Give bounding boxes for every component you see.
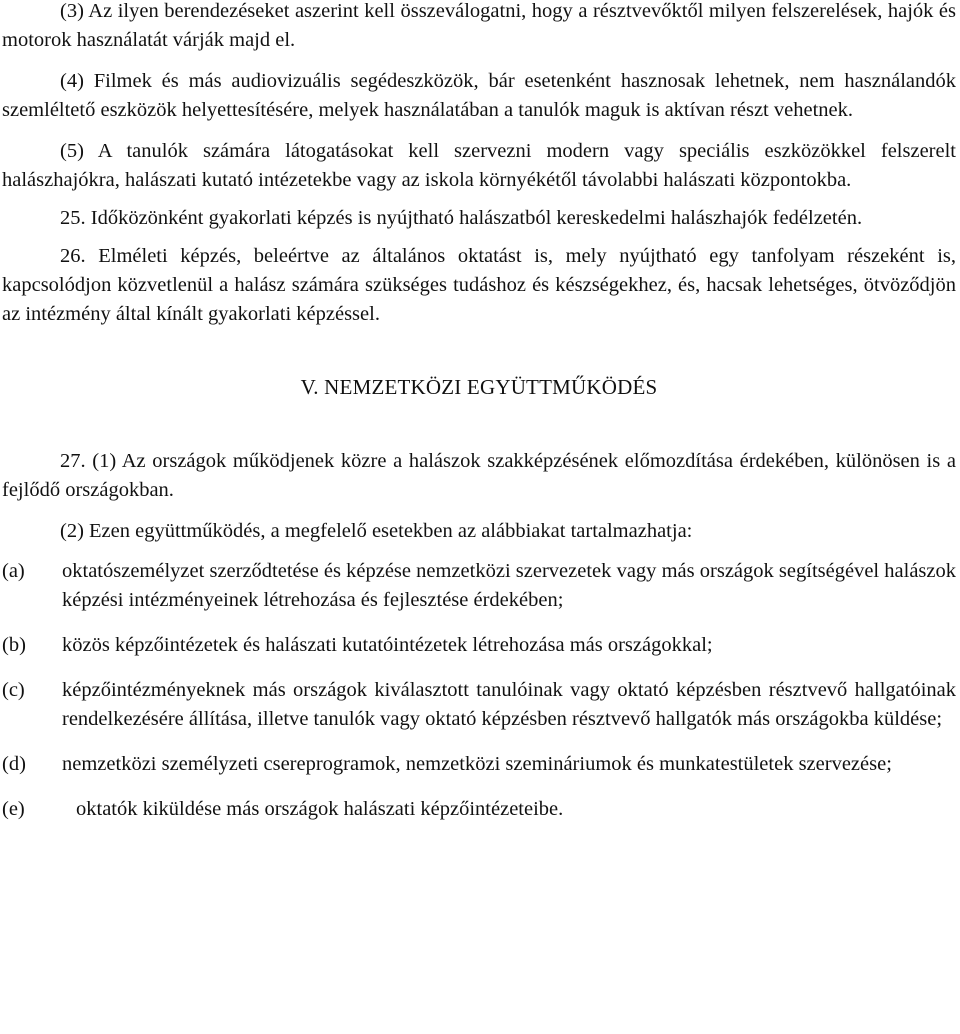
list-item-text: képzőintézményeknek más országok kiválasztott tanulóinak vagy oktató képzésben résztvevő hallgatóinak rendelkezésére állítása, illetve tanulók vagy oktató képzésben résztvevő hallgatók más országokba küldése;: [62, 679, 956, 730]
list-item-a: [2, 557, 956, 615]
list-item-c: [2, 676, 956, 734]
list-item-text: oktatószemélyzet szerződtetése és képzése nemzetközi szervezetek vagy más országok segítségével halászok képzési intézményeinek létrehozása és fejlesztése érdekében;: [62, 560, 956, 611]
article-25: 25. Időközönként gyakorlati képzés is nyújtható halászatból kereskedelmi halászhajók fedélzetén.: [60, 207, 863, 229]
list-item-label: (b): [2, 634, 26, 656]
list-item-label: (e): [2, 798, 25, 820]
document-page: [2, 0, 956, 824]
list-item-label: (d): [2, 753, 26, 775]
paragraph-4: (4) Filmek és más audiovizuális segédeszközök, bár esetenként hasznosak lehetnek, nem használandók szemléltető eszközök helyettesítésére, melyek használatában a tanulók maguk is aktívan részt vehetnek.: [2, 70, 956, 121]
list-item-text: oktatók kiküldése más országok halászati képzőintézeteibe.: [76, 798, 564, 820]
article-26: 26. Elméleti képzés, beleértve az általános oktatást is, mely nyújtható egy tanfolyam részeként is, kapcsolódjon közvetlenül a halász számára szükséges tudáshoz és készségekhez, és, hacsak lehetséges, ötvöződjön az intézmény által kínált gyakorlati képzéssel.: [2, 245, 956, 325]
section-heading: V. NEMZETKÖZI EGYÜTTMŰKÖDÉS: [300, 375, 658, 399]
list-item-b: [2, 631, 956, 660]
paragraph-3: (3) Az ilyen berendezéseket aszerint kell összeválogatni, hogy a résztvevőktől milyen felszerelések, hajók és motorok használatát várják majd el.: [2, 0, 956, 51]
paragraph-5: (5) A tanulók számára látogatásokat kell szervezni modern vagy speciális eszközökkel felszerelt halászhajókra, halászati kutató intézetekbe vagy az iskola környékétől távolabbi halászati központokba.: [2, 140, 956, 191]
list-item-text: nemzetközi személyzeti csereprogramok, nemzetközi szemináriumok és munkatestületek szervezése;: [62, 753, 892, 775]
list-item-text: közös képzőintézetek és halászati kutatóintézetek létrehozása más országokkal;: [62, 634, 713, 656]
article-27-paragraph-1: 27. (1) Az országok működjenek közre a halászok szakképzésének előmozdítása érdekében, különösen is a fejlődő országokban.: [2, 450, 956, 501]
list-item-label: (a): [2, 560, 25, 582]
list-item-d: [2, 750, 956, 779]
list-item-e: [2, 795, 956, 824]
list-item-label: (c): [2, 679, 25, 701]
article-27-paragraph-2: (2) Ezen együttműködés, a megfelelő esetekben az alábbiakat tartalmazhatja:: [60, 520, 693, 542]
